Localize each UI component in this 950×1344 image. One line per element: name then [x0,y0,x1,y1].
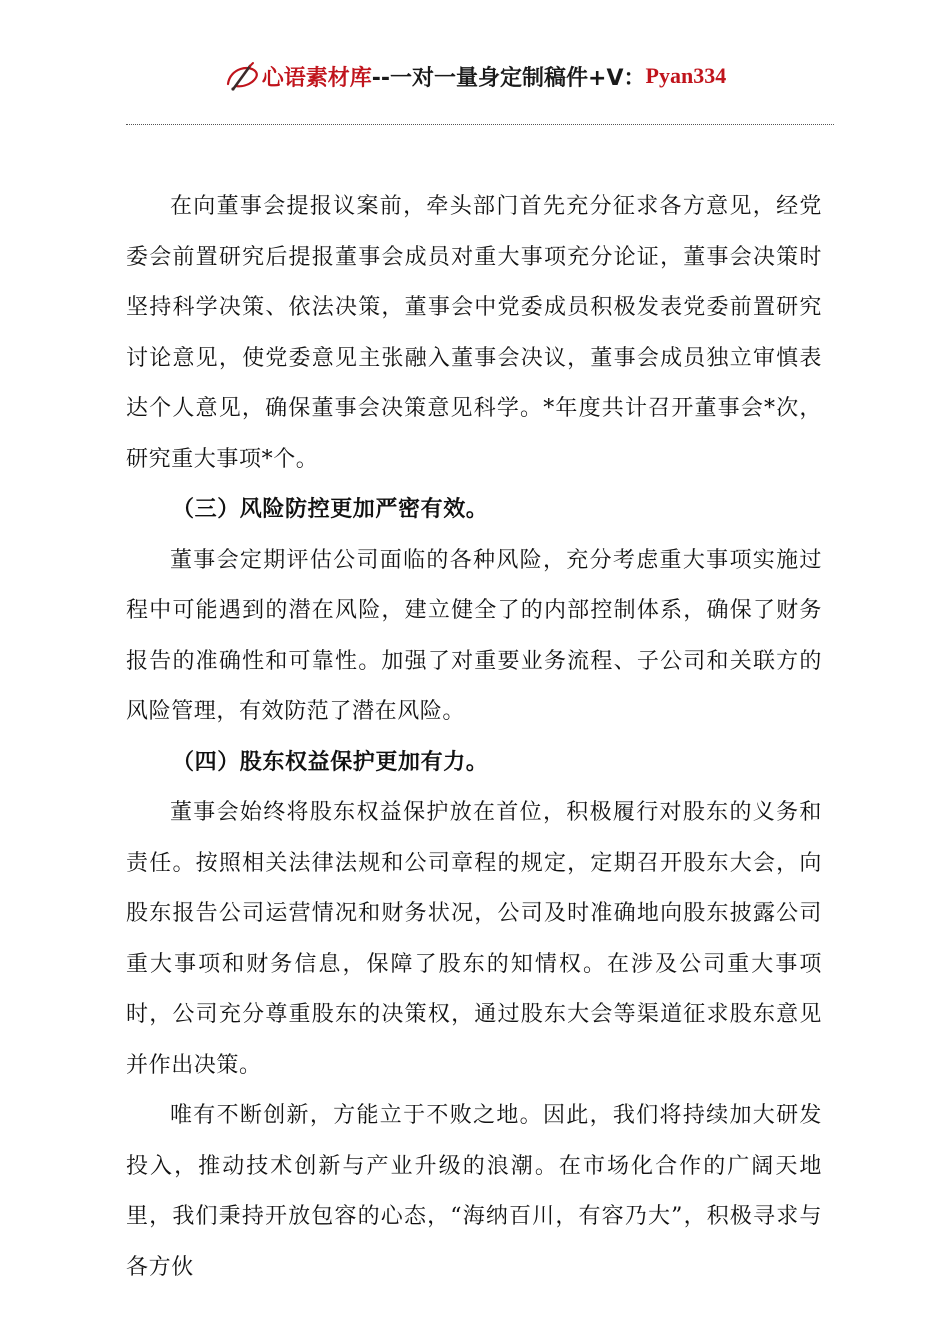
pen-swirl-logo-icon [224,58,260,94]
contact-id: Pyan334 [645,63,727,88]
header-tagline: --一对一量身定制稿件+V： [371,65,646,91]
document-body [126,182,822,1293]
brand-name: 心语素材库 [261,64,372,91]
page-header [0,58,950,104]
paragraph-risk-control: 董事会定期评估公司面临的各种风险，充分考虑重大事项实施过程中可能遇到的潜在风险，建立健全了的内部控制体系，确保了财务报告的准确性和可靠性。加强了对重要业务流程、子公司和关联方的风险管理，有效防范了潜在风险。 [126,547,822,724]
section-heading-shareholder-rights: （四）股东权益保护更加有力。 [172,749,489,775]
section-heading-risk-control: （三）风险防控更加严密有效。 [172,497,489,522]
paragraph-innovation: 唯有不断创新，方能立于不败之地。因此，我们将持续加大研发投入，推动技术创新与产业升级的浪潮。在市场化合作的广阔天地里，我们秉持开放包容的心态，“海纳百川，有容乃大”，积极寻求与各方伙 [126,1103,822,1280]
paragraph-board-decisions: 在向董事会提报议案前，牵头部门首先充分征求各方意见，经党委会前置研究后提报董事会成员对重大事项充分论证，董事会决策时坚持科学决策、依法决策，董事会中党委成员积极发表党委前置研究讨论意见，使党委意见主张融入董事会决议，董事会成员独立审慎表达个人意见，确保董事会决策意见科学。*年度共计召开董事会*次，研究重大事项*个。 [126,194,822,472]
paragraph-shareholder-rights: 董事会始终将股东权益保护放在首位，积极履行对股东的义务和责任。按照相关法律法规和公司章程的规定，定期召开股东大会，向股东报告公司运营情况和财务状况，公司及时准确地向股东披露公司重大事项和财务信息，保障了股东的知情权。在涉及公司重大事项时，公司充分尊重股东的决策权，通过股东大会等渠道征求股东意见并作出决策。 [126,800,822,1078]
header-divider [126,124,834,125]
